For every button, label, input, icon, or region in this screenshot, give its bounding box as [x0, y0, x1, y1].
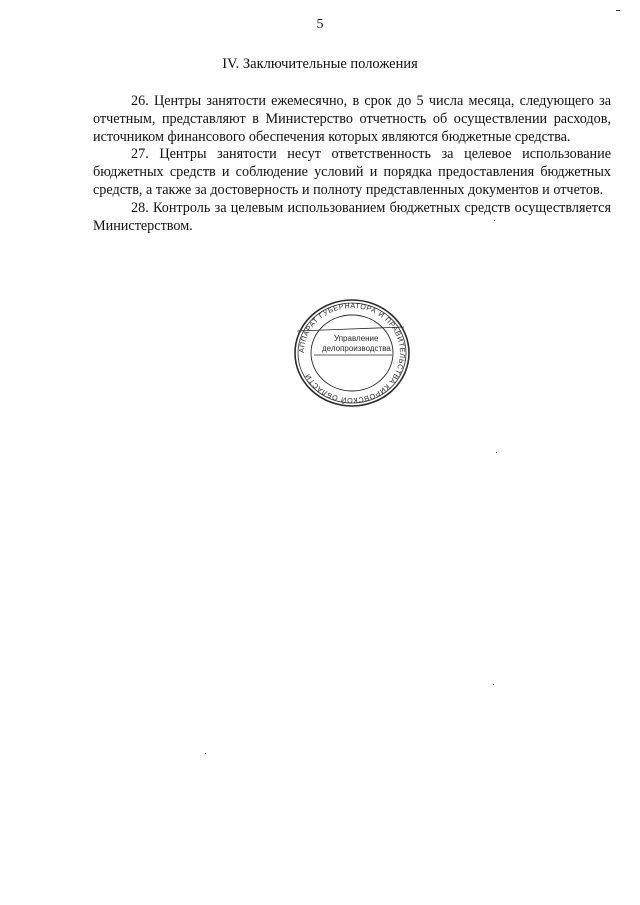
svg-text:АППАРАТ ГУБЕРНАТОРА И ПРАВИТЕЛ	[297, 301, 407, 405]
scan-speck	[496, 452, 497, 453]
official-seal	[292, 297, 412, 409]
page-number: 5	[316, 17, 324, 32]
paragraph-27: 27. Центры занятости несут ответственность за целевое использование бюджетных средств и соблюдение условий и порядка предоставления бюджетных средств, а также за достоверность и полноту представленных документов и отчетов.	[93, 146, 611, 198]
scan-speck	[494, 220, 495, 221]
paragraph-28: 28. Контроль за целевым использованием бюджетных средств осуществляется Министерством.	[93, 199, 611, 234]
seal-line-2: делопроизводства	[322, 344, 391, 353]
seal-outer-text: АППАРАТ ГУБЕРНАТОРА И ПРАВИТЕЛЬСТВА КИРОВСКОЙ ОБЛАСТИ	[296, 300, 408, 406]
seal-line-1: Управление	[334, 334, 379, 343]
scan-speck	[493, 684, 494, 685]
scan-mark	[616, 10, 620, 11]
section-title: IV. Заключительные положения	[222, 56, 418, 72]
paragraph-26: 26. Центры занятости ежемесячно, в срок до 5 числа месяца, следующего за отчетным, представляют в Министерство отчетность об осуществлении расходов, источником финансового обеспечения которых являются бюджетные средства.	[93, 93, 611, 145]
document-body	[93, 93, 611, 235]
scan-speck	[205, 753, 206, 754]
seal-image	[292, 297, 412, 409]
